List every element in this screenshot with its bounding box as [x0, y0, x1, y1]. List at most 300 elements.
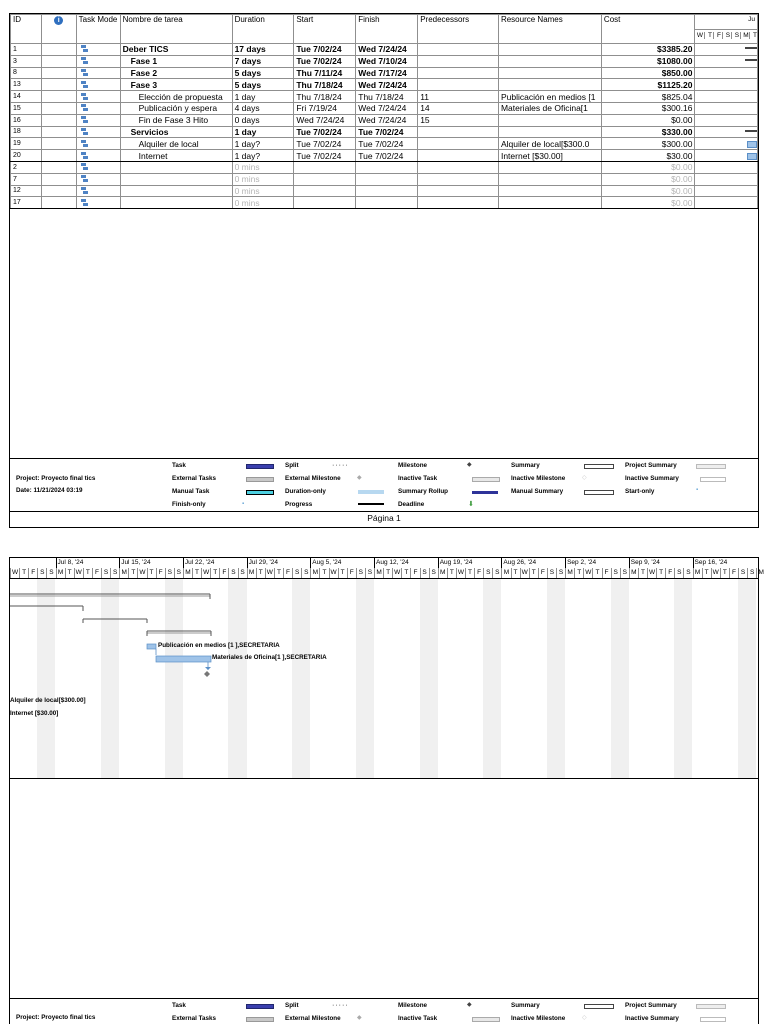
- indicator-cell[interactable]: [41, 126, 76, 138]
- day-cell: S: [37, 568, 46, 578]
- resources-cell[interactable]: [498, 114, 601, 126]
- legend2-inactive-summary-label: Inactive Summary: [625, 1015, 679, 1022]
- table-row[interactable]: [11, 126, 758, 138]
- day-cell: S: [356, 568, 365, 578]
- day-cell: S: [611, 568, 620, 578]
- task-id[interactable]: 20: [11, 150, 42, 162]
- start-cell[interactable]: Tue 7/02/24: [294, 55, 356, 67]
- task-stub-mark: [747, 153, 757, 160]
- summary-stub-mark: [745, 59, 757, 61]
- summary-bar-fase-3[interactable]: [147, 631, 211, 636]
- legend2-external-milestone-label: External Milestone: [285, 1015, 341, 1022]
- auto-schedule-icon: [81, 116, 88, 123]
- day-cell: F: [474, 568, 483, 578]
- duration-cell[interactable]: 0 mins: [232, 161, 294, 173]
- task-name-cell[interactable]: [120, 173, 232, 185]
- duration-cell[interactable]: 7 days: [232, 55, 294, 67]
- day-cell: S: [683, 568, 692, 578]
- info-icon: i: [54, 16, 63, 25]
- duration-cell[interactable]: 1 day: [232, 91, 294, 103]
- day-cell: S: [165, 568, 174, 578]
- task-stub-mark: [747, 141, 757, 148]
- start-cell[interactable]: [294, 173, 356, 185]
- col-header-id[interactable]: ID: [11, 15, 42, 44]
- legend-duration-only-swatch: [358, 490, 384, 494]
- duration-cell[interactable]: 5 days: [232, 67, 294, 79]
- start-cell[interactable]: Thu 7/18/24: [294, 79, 356, 91]
- predecessors-cell[interactable]: 14: [418, 102, 499, 114]
- duration-cell[interactable]: 1 day?: [232, 138, 294, 150]
- resources-cell[interactable]: Internet [$30.00]: [498, 150, 601, 162]
- auto-schedule-icon: [81, 93, 88, 100]
- table-row[interactable]: [11, 197, 758, 209]
- task-id[interactable]: 17: [11, 197, 42, 209]
- finish-cell[interactable]: Wed 7/10/24: [356, 55, 418, 67]
- legend-deadline-label: Deadline: [398, 501, 425, 508]
- task-id[interactable]: 15: [11, 102, 42, 114]
- task-name-cell[interactable]: Fase 1: [120, 55, 232, 67]
- task-id[interactable]: 18: [11, 126, 42, 138]
- legend-summary-swatch: [584, 464, 614, 469]
- task-name-cell[interactable]: Deber TICS: [120, 44, 232, 56]
- task-id[interactable]: 1: [11, 44, 42, 56]
- start-cell[interactable]: Thu 7/11/24: [294, 67, 356, 79]
- start-cell[interactable]: Tue 7/02/24: [294, 44, 356, 56]
- indicator-cell[interactable]: [41, 44, 76, 56]
- indicator-cell[interactable]: [41, 91, 76, 103]
- start-cell[interactable]: Tue 7/02/24: [294, 150, 356, 162]
- col-header-predecessors[interactable]: Predecessors: [418, 15, 499, 44]
- resources-cell[interactable]: [498, 67, 601, 79]
- col-header-name[interactable]: Nombre de tarea: [120, 15, 232, 44]
- task-id[interactable]: 13: [11, 79, 42, 91]
- task-mode-cell[interactable]: [76, 150, 120, 162]
- day-cell: T: [529, 568, 538, 578]
- col-header-task-mode[interactable]: Task Mode: [76, 15, 120, 44]
- start-cell[interactable]: Tue 7/02/24: [294, 138, 356, 150]
- day-cell: M: [310, 568, 319, 578]
- timescale-cell: [695, 173, 758, 185]
- timescale-day-letter: W: [696, 32, 704, 39]
- day-cell: S: [429, 568, 438, 578]
- task-name-cell[interactable]: Elección de propuesta: [120, 91, 232, 103]
- day-cell: W: [585, 569, 592, 576]
- day-cell: F: [665, 568, 674, 578]
- predecessors-cell[interactable]: [418, 197, 499, 209]
- day-cell: S: [747, 568, 756, 578]
- auto-schedule-icon: [81, 81, 88, 88]
- legend-manual-task-label: Manual Task: [172, 488, 210, 495]
- table-row[interactable]: [11, 102, 758, 114]
- legend2-split-label: Split: [285, 1002, 299, 1009]
- legend-split-swatch: ·····: [332, 462, 349, 469]
- resources-cell[interactable]: [498, 161, 601, 173]
- auto-schedule-icon: [81, 152, 88, 159]
- predecessors-cell[interactable]: [418, 67, 499, 79]
- day-cell: W: [139, 569, 146, 576]
- week-label: Aug 26, '24: [503, 559, 537, 566]
- resources-cell[interactable]: [498, 197, 601, 209]
- legend-finish-only-icon: ▪: [242, 501, 245, 507]
- day-cell: T: [128, 568, 137, 578]
- cost-cell[interactable]: $0.00: [601, 185, 695, 197]
- day-cell: S: [483, 568, 492, 578]
- day-cell: M: [756, 568, 765, 578]
- indicator-cell[interactable]: [41, 185, 76, 197]
- week-label: Aug 5, '24: [312, 559, 342, 566]
- start-cell[interactable]: [294, 185, 356, 197]
- table-row[interactable]: [11, 150, 758, 162]
- day-cell: T: [656, 568, 665, 578]
- task-mode-cell[interactable]: [76, 44, 120, 56]
- day-cell: T: [702, 568, 711, 578]
- start-cell[interactable]: [294, 161, 356, 173]
- predecessors-cell[interactable]: [418, 138, 499, 150]
- indicator-cell[interactable]: [41, 138, 76, 150]
- indicator-cell[interactable]: [41, 161, 76, 173]
- duration-cell[interactable]: 0 mins: [232, 173, 294, 185]
- task-id[interactable]: 16: [11, 114, 42, 126]
- day-cell: T: [338, 568, 347, 578]
- auto-schedule-icon: [81, 57, 88, 64]
- summary-stub-mark: [745, 47, 757, 49]
- finish-cell[interactable]: Tue 7/02/24: [356, 150, 418, 162]
- day-cell: W: [330, 569, 337, 576]
- legend: [10, 458, 758, 512]
- day-cell: T: [83, 568, 92, 578]
- day-cell: T: [147, 568, 156, 578]
- cost-cell[interactable]: $30.00: [601, 150, 695, 162]
- legend2-external-tasks-label: External Tasks: [172, 1015, 216, 1022]
- legend2-task-label: Task: [172, 1002, 186, 1009]
- resources-cell[interactable]: [498, 173, 601, 185]
- task-name-cell[interactable]: [120, 197, 232, 209]
- legend-progress-swatch: [358, 503, 384, 505]
- timescale-day-letter: M: [740, 32, 750, 39]
- start-cell[interactable]: Wed 7/24/24: [294, 114, 356, 126]
- start-cell[interactable]: Tue 7/02/24: [294, 126, 356, 138]
- task-name-cell[interactable]: [120, 161, 232, 173]
- cost-cell[interactable]: $300.00: [601, 138, 695, 150]
- day-cell: W: [266, 569, 273, 576]
- task-mode-cell[interactable]: [76, 185, 120, 197]
- finish-cell[interactable]: Tue 7/02/24: [356, 138, 418, 150]
- legend2-inactive-summary-swatch: [700, 1017, 726, 1022]
- timescale-days: [695, 29, 758, 44]
- indicator-cell[interactable]: [41, 114, 76, 126]
- day-cell: S: [101, 568, 110, 578]
- finish-cell[interactable]: [356, 173, 418, 185]
- table-row[interactable]: [11, 79, 758, 91]
- task-name-cell[interactable]: Fin de Fase 3 Hito: [120, 114, 232, 126]
- day-cell: W: [521, 569, 528, 576]
- day-cell: M: [119, 568, 128, 578]
- task-id[interactable]: 19: [11, 138, 42, 150]
- resources-cell[interactable]: Publicación en medios [1: [498, 91, 601, 103]
- task-mode-cell[interactable]: [76, 91, 120, 103]
- timescale-cell: [695, 138, 758, 150]
- col-header-start[interactable]: Start: [294, 15, 356, 44]
- week-label: Jul 8, '24: [57, 559, 84, 566]
- predecessors-cell[interactable]: 15: [418, 114, 499, 126]
- legend-project-summary-label: Project Summary: [625, 462, 677, 469]
- task-mode-cell[interactable]: [76, 126, 120, 138]
- table-row[interactable]: [11, 161, 758, 173]
- table-row[interactable]: [11, 173, 758, 185]
- cost-cell[interactable]: $300.16: [601, 102, 695, 114]
- task-mode-cell[interactable]: [76, 102, 120, 114]
- duration-cell[interactable]: 1 day: [232, 126, 294, 138]
- day-cell: M: [247, 568, 256, 578]
- timescale-cell: [695, 79, 758, 91]
- indicator-cell[interactable]: [41, 79, 76, 91]
- cost-cell[interactable]: $1125.20: [601, 79, 695, 91]
- cost-cell[interactable]: $0.00: [601, 161, 695, 173]
- day-cell: M: [374, 568, 383, 578]
- task-id[interactable]: 12: [11, 185, 42, 197]
- task-mode-cell[interactable]: [76, 67, 120, 79]
- day-cell: S: [620, 568, 629, 578]
- print-page-2: [9, 557, 764, 1024]
- day-cell: S: [365, 568, 374, 578]
- task-mode-cell[interactable]: [76, 55, 120, 67]
- cost-cell[interactable]: $0.00: [601, 114, 695, 126]
- day-cell: T: [465, 568, 474, 578]
- col-header-cost[interactable]: Cost: [601, 15, 695, 44]
- timescale-cell: [695, 102, 758, 114]
- day-cell: W: [11, 569, 19, 576]
- table-row[interactable]: [11, 114, 758, 126]
- legend-inactive-summary-swatch: [700, 477, 726, 482]
- day-cell: S: [674, 568, 683, 578]
- finish-cell[interactable]: [356, 161, 418, 173]
- print-page-1: [9, 13, 759, 528]
- day-cell: T: [383, 568, 392, 578]
- resources-cell[interactable]: [498, 44, 601, 56]
- timescale-cell: [695, 150, 758, 162]
- col-header-duration[interactable]: Duration: [232, 15, 294, 44]
- predecessors-cell[interactable]: [418, 185, 499, 197]
- day-cell: S: [110, 568, 119, 578]
- timescale-cell: [695, 114, 758, 126]
- duration-cell[interactable]: 5 days: [232, 79, 294, 91]
- day-cell: M: [693, 568, 702, 578]
- finish-cell[interactable]: Wed 7/24/24: [356, 79, 418, 91]
- cost-cell[interactable]: $0.00: [601, 173, 695, 185]
- bar-label-alquiler: Alquiler de local[$300.00]: [10, 697, 86, 704]
- day-cell: S: [46, 568, 55, 578]
- auto-schedule-icon: [81, 128, 88, 135]
- week-label: Jul 15, '24: [121, 559, 151, 566]
- predecessors-cell[interactable]: [418, 126, 499, 138]
- task-id[interactable]: 8: [11, 67, 42, 79]
- table-row[interactable]: [11, 91, 758, 103]
- day-cell: M: [183, 568, 192, 578]
- indicator-cell[interactable]: [41, 67, 76, 79]
- day-cell: S: [292, 568, 301, 578]
- legend2-project-summary-label: Project Summary: [625, 1002, 677, 1009]
- duration-cell[interactable]: 17 days: [232, 44, 294, 56]
- indicator-cell[interactable]: [41, 102, 76, 114]
- legend2-milestone-icon: ◆: [467, 1002, 472, 1008]
- task-id[interactable]: 14: [11, 91, 42, 103]
- legend-external-milestone-icon: ◆: [357, 475, 362, 481]
- duration-cell[interactable]: 0 mins: [232, 197, 294, 209]
- task-mode-cell[interactable]: [76, 138, 120, 150]
- resources-cell[interactable]: Materiales de Oficina[1: [498, 102, 601, 114]
- task-name-cell[interactable]: Publicación y espera: [120, 102, 232, 114]
- start-cell[interactable]: Fri 7/19/24: [294, 102, 356, 114]
- indicator-cell[interactable]: [41, 150, 76, 162]
- predecessors-cell[interactable]: [418, 161, 499, 173]
- task-id[interactable]: 2: [11, 161, 42, 173]
- cost-cell[interactable]: $825.04: [601, 91, 695, 103]
- predecessors-cell[interactable]: [418, 150, 499, 162]
- task-name-cell[interactable]: Alquiler de local: [120, 138, 232, 150]
- week-label: Jul 22, '24: [184, 559, 215, 566]
- week-label: Sep 16, '24: [694, 559, 728, 566]
- col-header-finish[interactable]: Finish: [356, 15, 418, 44]
- task-name-cell[interactable]: Servicios: [120, 126, 232, 138]
- task-name-cell[interactable]: Fase 2: [120, 67, 232, 79]
- summary-stub-mark: [745, 130, 757, 132]
- auto-schedule-icon: [81, 199, 88, 206]
- task-mode-cell[interactable]: [76, 114, 120, 126]
- resources-cell[interactable]: Alquiler de local[$300.0: [498, 138, 601, 150]
- finish-cell[interactable]: Wed 7/24/24: [356, 114, 418, 126]
- summary-bar-fase-2[interactable]: [83, 619, 147, 623]
- cost-cell[interactable]: $0.00: [601, 197, 695, 209]
- summary-bar-deber-tics[interactable]: [10, 594, 210, 599]
- legend2-external-milestone-icon: ◆: [357, 1015, 362, 1021]
- day-cell: F: [538, 568, 547, 578]
- table-row[interactable]: [11, 138, 758, 150]
- task-id[interactable]: 7: [11, 173, 42, 185]
- timescale-top-label: Ju: [748, 16, 755, 23]
- finish-cell[interactable]: Wed 7/17/24: [356, 67, 418, 79]
- deadline-arrow-icon: ⬇: [468, 501, 474, 508]
- predecessors-cell[interactable]: [418, 44, 499, 56]
- start-cell[interactable]: [294, 197, 356, 209]
- task-bar-eleccion[interactable]: [147, 644, 156, 649]
- indicator-cell[interactable]: [41, 197, 76, 209]
- duration-cell[interactable]: 0 mins: [232, 185, 294, 197]
- finish-cell[interactable]: Wed 7/24/24: [356, 44, 418, 56]
- indicator-cell[interactable]: [41, 173, 76, 185]
- finish-cell[interactable]: Thu 7/18/24: [356, 91, 418, 103]
- legend-start-only-icon: ▪: [696, 487, 699, 493]
- day-cell: S: [228, 568, 237, 578]
- day-cell: F: [410, 568, 419, 578]
- resources-cell[interactable]: [498, 79, 601, 91]
- legend-manual-task-swatch: [246, 490, 274, 495]
- legend-split-label: Split: [285, 462, 299, 469]
- table-row[interactable]: [11, 55, 758, 67]
- task-name-cell[interactable]: Fase 3: [120, 79, 232, 91]
- day-cell: T: [720, 568, 729, 578]
- table-row[interactable]: [11, 185, 758, 197]
- gantt-bars: [10, 558, 758, 778]
- cost-cell[interactable]: $3385.20: [601, 44, 695, 56]
- week-label: Jul 29, '24: [248, 559, 279, 566]
- day-cell: S: [238, 568, 247, 578]
- legend-inactive-task-swatch: [472, 477, 500, 482]
- legend2-inactive-task-label: Inactive Task: [398, 1015, 438, 1022]
- resources-cell[interactable]: [498, 185, 601, 197]
- task-mode-cell[interactable]: [76, 197, 120, 209]
- task-bar-publicacion[interactable]: [156, 656, 211, 662]
- task-name-cell[interactable]: [120, 185, 232, 197]
- legend-project-summary-swatch: [696, 464, 726, 469]
- day-cell: F: [219, 568, 228, 578]
- cost-cell[interactable]: $850.00: [601, 67, 695, 79]
- finish-cell[interactable]: Wed 7/24/24: [356, 102, 418, 114]
- summary-bar-fase-1[interactable]: [10, 606, 83, 611]
- day-cell: T: [256, 568, 265, 578]
- col-header-resources[interactable]: Resource Names: [498, 15, 601, 44]
- task-name-cell[interactable]: Internet: [120, 150, 232, 162]
- task-id[interactable]: 3: [11, 55, 42, 67]
- milestone-fin-fase-3[interactable]: [204, 667, 211, 677]
- legend-inactive-task-label: Inactive Task: [398, 475, 438, 482]
- day-cell: S: [556, 568, 565, 578]
- predecessors-cell[interactable]: [418, 173, 499, 185]
- legend-inactive-summary-label: Inactive Summary: [625, 475, 679, 482]
- bar-label-materiales: Materiales de Oficina[1 ],SECRETARIA: [212, 654, 327, 661]
- week-label: Aug 19, '24: [439, 559, 473, 566]
- task-mode-cell[interactable]: [76, 161, 120, 173]
- day-cell: S: [492, 568, 501, 578]
- day-cell: S: [738, 568, 747, 578]
- task-mode-cell[interactable]: [76, 79, 120, 91]
- indicator-cell[interactable]: [41, 55, 76, 67]
- finish-cell[interactable]: Tue 7/02/24: [356, 126, 418, 138]
- week-label: Aug 12, '24: [376, 559, 409, 566]
- finish-cell[interactable]: [356, 197, 418, 209]
- table-row[interactable]: [11, 67, 758, 79]
- predecessors-cell[interactable]: 11: [418, 91, 499, 103]
- bar-label-publicacion: Publicación en medios [1 ],SECRETARIA: [158, 642, 280, 649]
- legend-inactive-milestone-label: Inactive Milestone: [511, 475, 566, 482]
- cost-cell[interactable]: $1080.00: [601, 55, 695, 67]
- resources-cell[interactable]: [498, 55, 601, 67]
- col-header-indicators[interactable]: [41, 15, 76, 44]
- day-cell: T: [319, 568, 328, 578]
- cost-cell[interactable]: $330.00: [601, 126, 695, 138]
- page-footer: Página 1: [367, 513, 401, 523]
- duration-cell[interactable]: 0 days: [232, 114, 294, 126]
- day-cell: T: [192, 568, 201, 578]
- legend-start-only-label: Start-only: [625, 488, 655, 495]
- predecessors-cell[interactable]: [418, 55, 499, 67]
- start-cell[interactable]: Thu 7/18/24: [294, 91, 356, 103]
- finish-cell[interactable]: [356, 185, 418, 197]
- day-cell: W: [457, 569, 464, 576]
- task-mode-cell[interactable]: [76, 173, 120, 185]
- predecessors-cell[interactable]: [418, 79, 499, 91]
- resources-cell[interactable]: [498, 126, 601, 138]
- legend2-external-tasks-swatch: [246, 1017, 274, 1022]
- timescale-cell: [695, 44, 758, 56]
- table-row[interactable]: [11, 44, 758, 56]
- timescale-day-letter: T: [704, 32, 714, 39]
- timescale-day-letter: S: [722, 32, 732, 39]
- auto-schedule-icon: [81, 163, 88, 170]
- duration-cell[interactable]: 4 days: [232, 102, 294, 114]
- legend-duration-only-label: Duration-only: [285, 488, 326, 495]
- day-cell: F: [92, 568, 101, 578]
- duration-cell[interactable]: 1 day?: [232, 150, 294, 162]
